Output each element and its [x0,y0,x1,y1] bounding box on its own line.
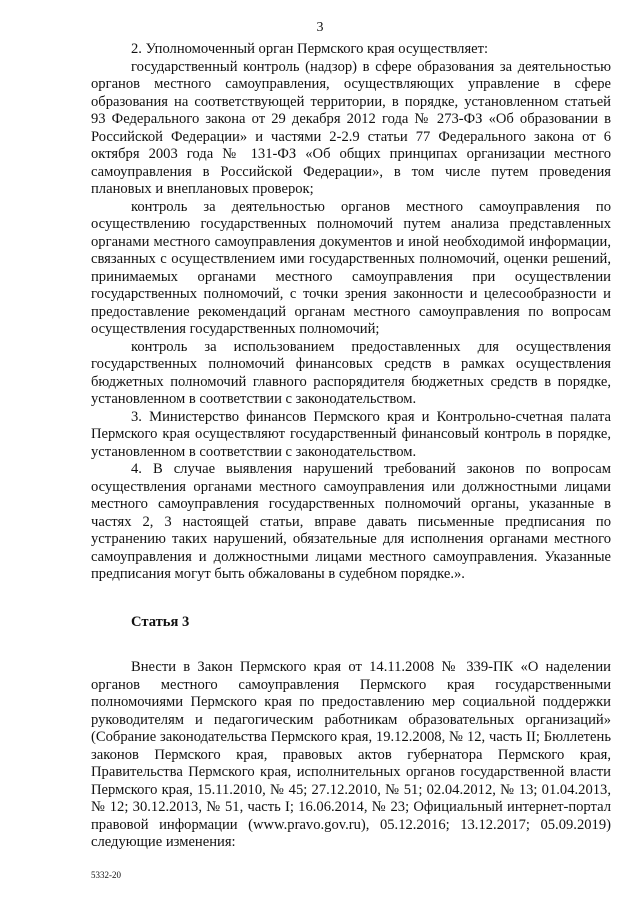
document-body [91,41,611,852]
paragraph: Внести в Закон Пермского края от 14.11.2008 № 339-ПК «О наделении органов местного самоуправления Пермского края государственными полномочиями Пермского края по предоставлению мер социальной поддержки руководителям и педагогическим работникам образовательных организаций» (Собрание законодательства Пермского края, 19.12.2008, № 12, часть II; Бюллетень законов Пермского края, правовых актов губернатора Пермского края, Правительства Пермского края, исполнительных органов государственной власти Пермского края, 15.11.2010, № 45; 27.12.2010, № 51; 02.04.2012, № 13; 01.04.2013, № 12; 30.12.2013, № 51, часть I; 16.06.2014, № 23; Официальный интернет-портал правовой информации (www.pravo.gov.ru), 05.12.2016; 13.12.2017; 05.09.2019) следующие изменения: [91,659,611,850]
paragraph: контроль за использованием предоставленных для осуществления государственных полномочий финансовых средств в рамках осуществления бюджетных полномочий главного распорядителя бюджетных средств в порядке, установленном в соответствии с законодательством. [91,338,611,407]
page-number: 3 [316,20,324,35]
paragraph: 4. В случае выявления нарушений требований законов по вопросам осуществления органами местного самоуправления или должностными лицами местного самоуправления государственных полномочий органы, указанные в частях 2, 3 настоящей статьи, вправе давать письменные предписания по устранению таких нарушений, обязательные для исполнения органами местного самоуправления и должностными лицами местного самоуправления. Указанные предписания могут быть обжалованы в судебном порядке.». [91,461,611,582]
paragraph: 3. Министерство финансов Пермского края и Контрольно-счетная палата Пермского края осуществляют государственный финансовый контроль в порядке, установленном в соответствии с законодательством. [91,408,611,460]
paragraph: 2. Уполномоченный орган Пермского края осуществляет: [131,41,489,57]
paragraph: контроль за деятельностью органов местного самоуправления по осуществлению государственных полномочий путем анализа представленных органами местного самоуправления документов и иной необходимой информации, связанных с осуществлением ими государственных полномочий, оценки решений, принимаемых органами местного самоуправления при осуществлении государственных полномочий, с точки зрения законности и целесообразности и предоставление рекомендаций органам местного самоуправления по вопросам осуществления государственных полномочий; [91,198,611,337]
paragraph: государственный контроль (надзор) в сфере образования за деятельностью органов местного самоуправления, осуществляющих управление в сфере образования на соответствующей территории, в порядке, установленном статьей 93 Федерального закона от 29 декабря 2012 года № 273-ФЗ «Об образовании в Российской Федерации» и частями 2-2.9 статьи 77 Федерального закона от 6 октября 2003 года № 131-ФЗ «Об общих принципах организации местного самоуправления в Российской Федерации», в том числе путем проведения плановых и внеплановых проверок; [91,58,611,197]
article-heading: Статья 3 [131,613,190,630]
footer-code: 5332-20 [91,870,121,880]
